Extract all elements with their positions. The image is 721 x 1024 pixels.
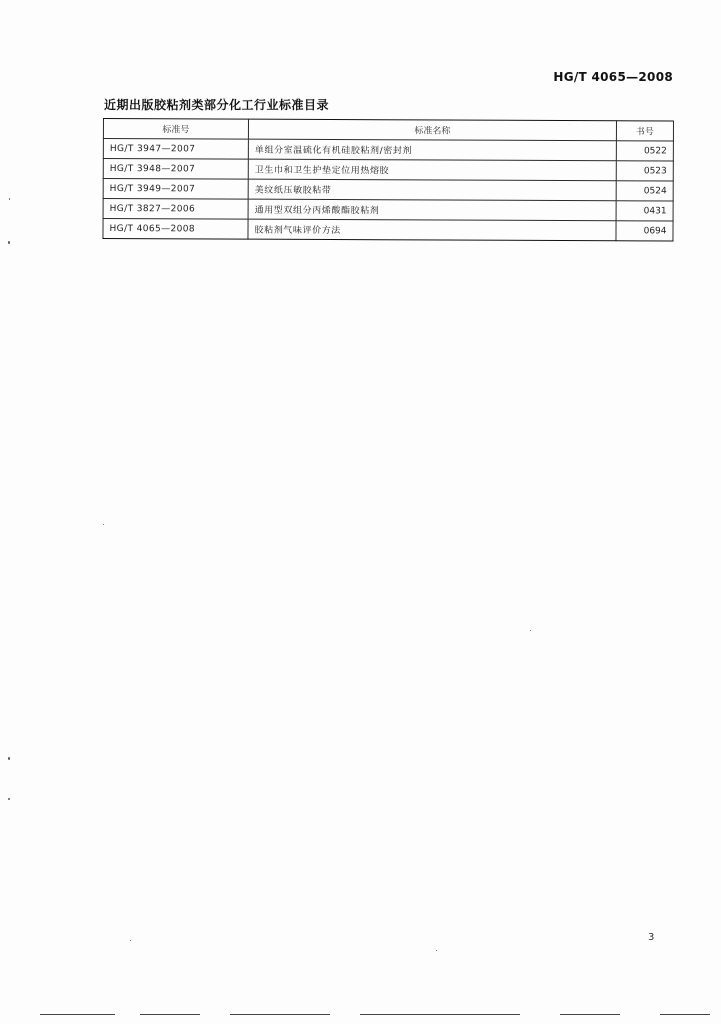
standard-code-cell: HG/T 3947—2007 (103, 139, 248, 160)
scan-edge-line (560, 1014, 620, 1015)
scan-edge-line (660, 1014, 710, 1015)
standard-code-cell: HG/T 4065—2008 (103, 219, 248, 240)
scan-speck (103, 524, 104, 525)
scan-speck (8, 757, 10, 760)
column-header-page: 书号 (616, 121, 673, 141)
table-row (103, 219, 673, 241)
scan-edge-line (230, 1014, 330, 1015)
scan-speck (130, 940, 131, 941)
table-row (103, 159, 673, 181)
scan-edge-line (40, 1014, 115, 1015)
standard-name-cell: 单组分室温硫化有机硅胶粘剂/密封剂 (248, 139, 616, 161)
table-row (103, 199, 673, 221)
standard-code-cell: HG/T 3948—2007 (103, 159, 248, 180)
scan-speck (530, 630, 531, 631)
scan-speck (436, 950, 437, 951)
scan-speck (9, 198, 10, 200)
standard-name-cell: 美纹纸压敏胶粘带 (248, 179, 616, 201)
standard-code-cell: HG/T 3949—2007 (103, 179, 248, 200)
standard-name-cell: 卫生巾和卫生护垫定位用热熔胶 (248, 159, 616, 181)
scan-speck (8, 241, 10, 244)
standards-catalog-table (102, 118, 674, 241)
table-row (103, 139, 673, 161)
standard-name-cell: 胶粘剂气味评价方法 (248, 219, 616, 241)
standard-name-cell: 通用型双组分丙烯酸酯胶粘剂 (248, 199, 616, 221)
catalog-title: 近期出版胶粘剂类部分化工行业标准目录 (104, 98, 330, 112)
table-header-row (103, 119, 673, 141)
column-header-name: 标准名称 (248, 119, 616, 141)
table-row (103, 179, 673, 201)
book-number-cell: 0431 (616, 201, 673, 221)
book-number-cell: 0523 (616, 161, 673, 181)
book-number-cell: 0522 (616, 141, 673, 161)
page-number: 3 (648, 932, 655, 943)
scan-speck (8, 798, 10, 800)
standard-code-header: HG/T 4065—2008 (553, 70, 673, 84)
column-header-code: 标准号 (103, 119, 248, 140)
book-number-cell: 0524 (616, 181, 673, 201)
standard-code-cell: HG/T 3827—2006 (103, 199, 248, 220)
book-number-cell: 0694 (616, 221, 673, 241)
scan-edge-line (360, 1014, 520, 1015)
scan-edge-line (140, 1014, 200, 1015)
